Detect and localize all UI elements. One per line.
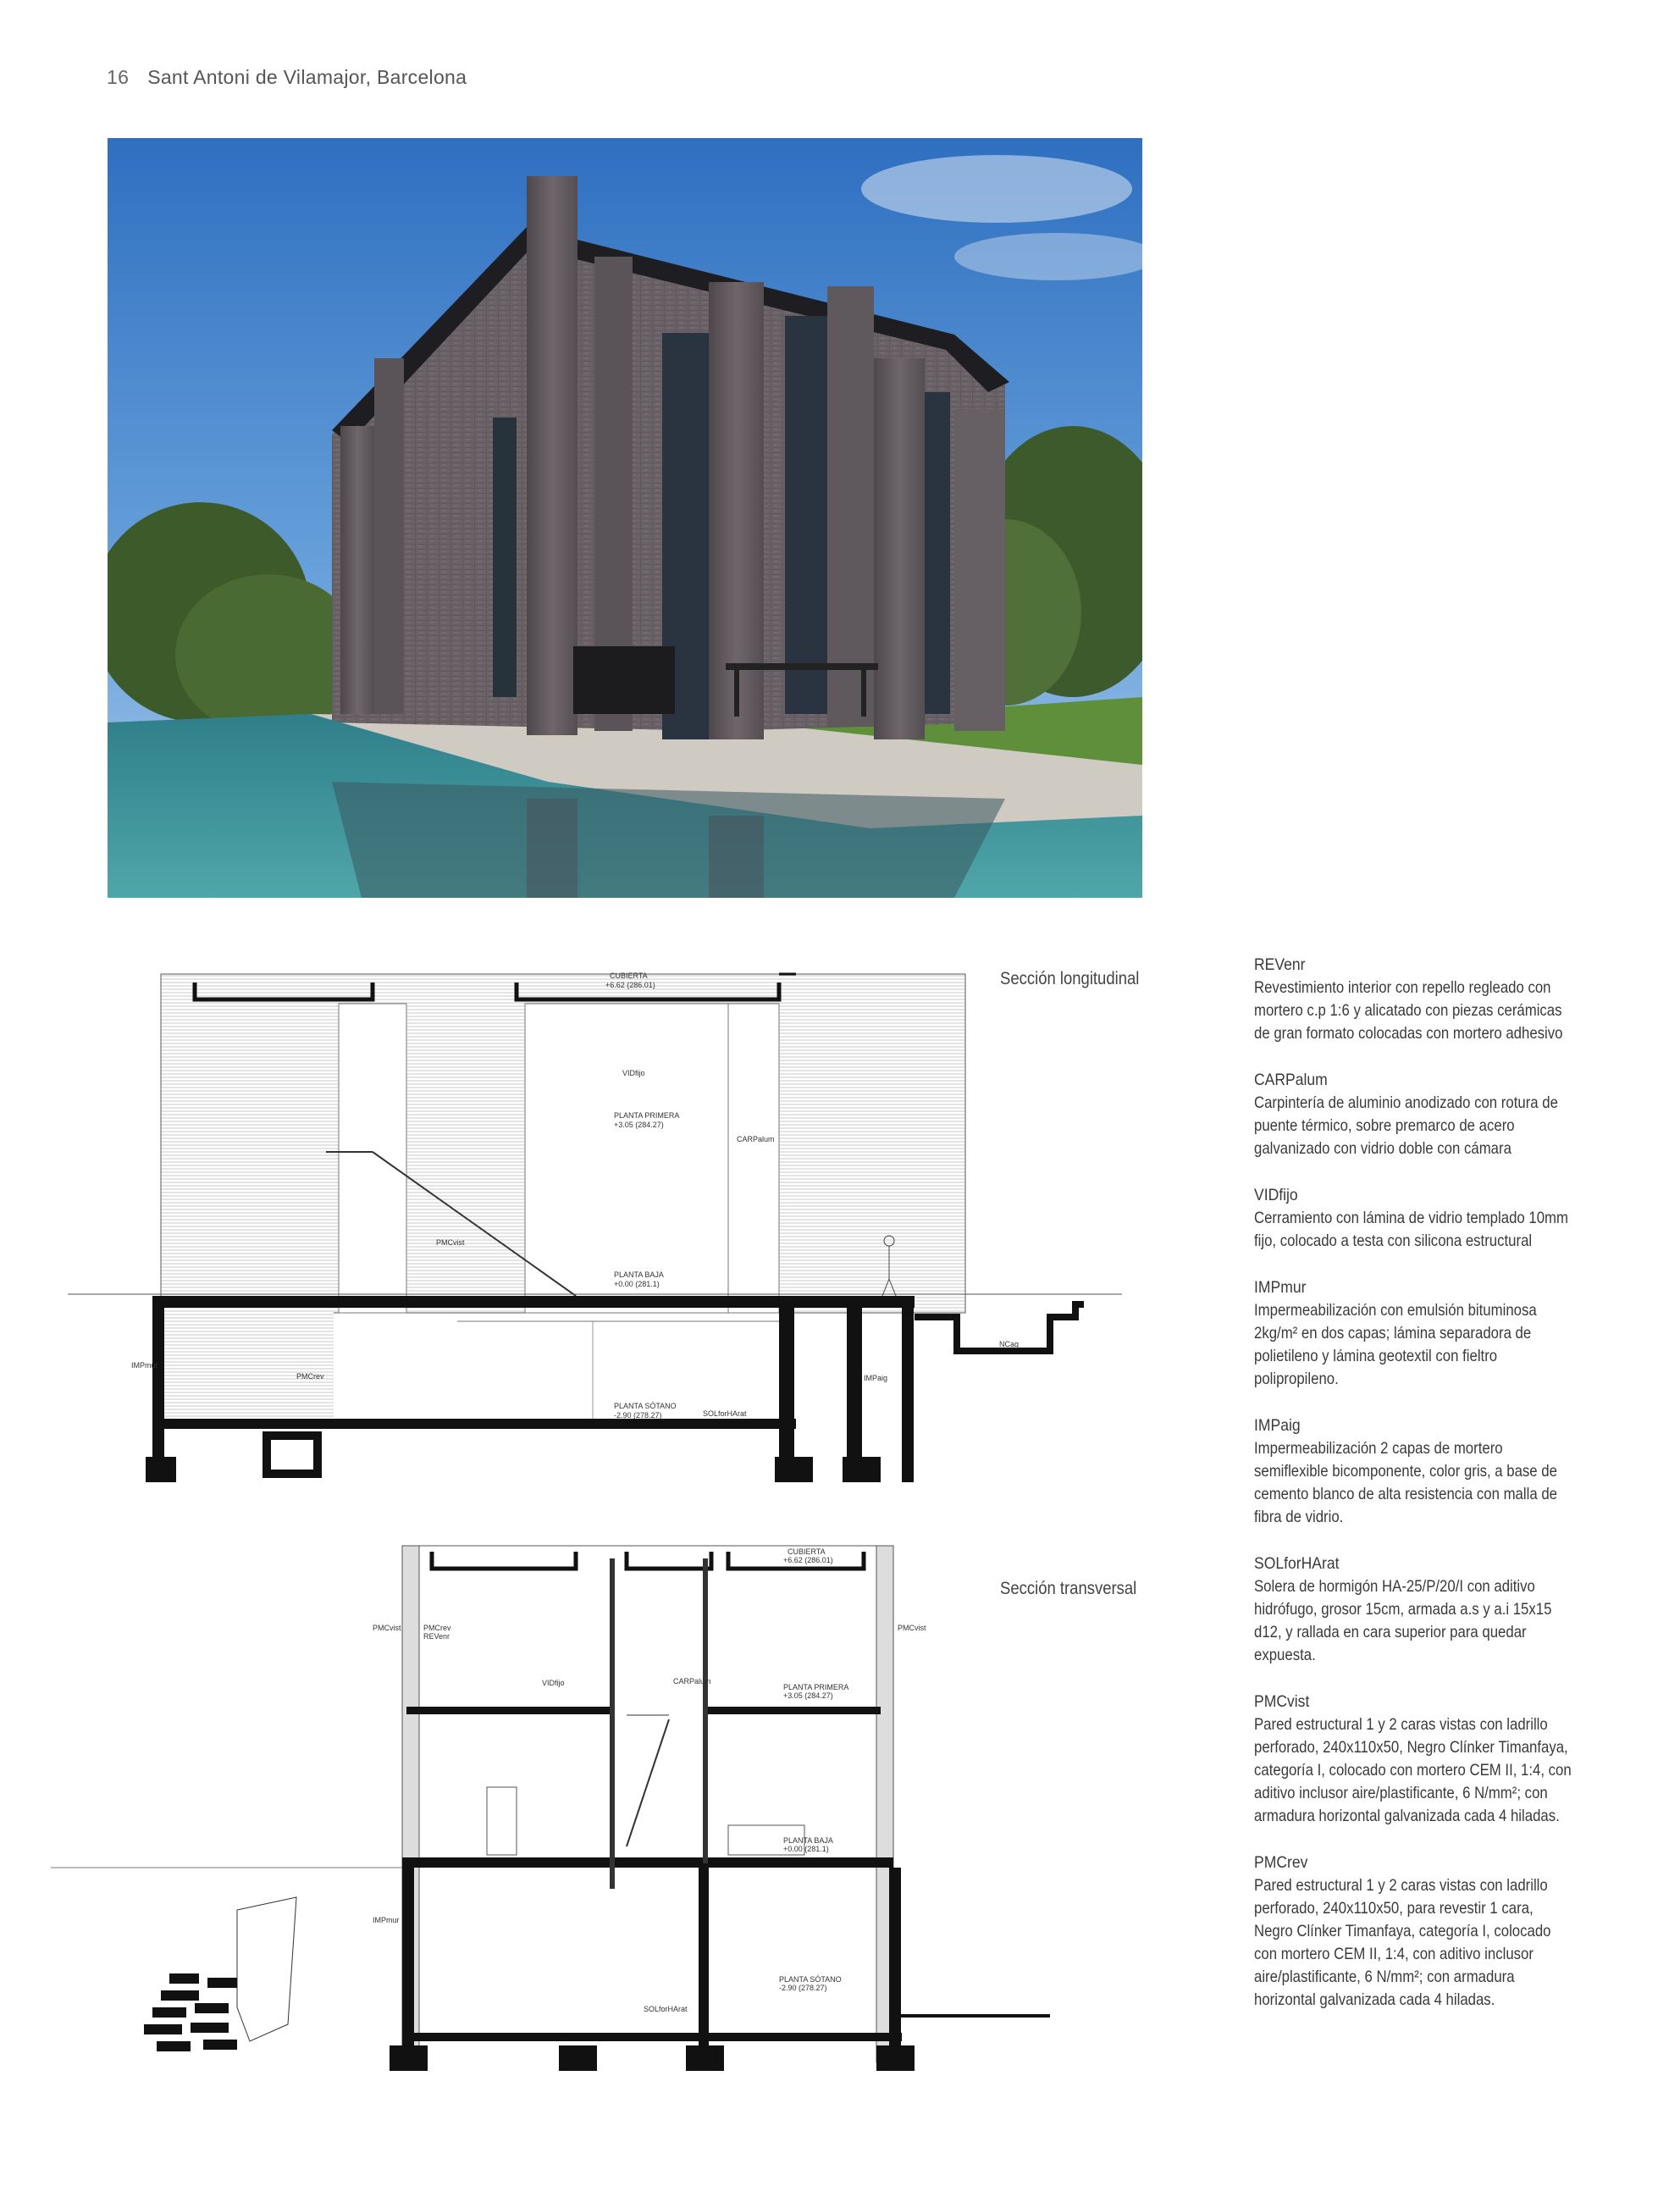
spec-description: Revestimiento interior con repello regleado con mortero c.p 1:6 y alicatado con piezas cerámicas de gran formato colocadas con mortero adhesivo (1254, 978, 1563, 1043)
page-number: 16 (107, 66, 130, 88)
house-photo (108, 138, 1142, 898)
spec-code: IMPmur (1254, 1278, 1307, 1297)
transversal-ground-floor-label: PLANTA BAJA (783, 1836, 833, 1845)
transversal-ground-level: +0.00 (281.1) (783, 1845, 829, 1853)
site-plan-icon (144, 1897, 296, 2051)
longitudinal-ground-floor-label: PLANTA BAJA (614, 1270, 664, 1279)
spec-item (1254, 1069, 1567, 1160)
house-exterior-with-pool-icon (108, 138, 1142, 898)
spec-item (1254, 954, 1567, 1045)
spec-code: PMCvist (1254, 1692, 1310, 1711)
spec-item (1254, 1414, 1567, 1529)
spec-item (1254, 1691, 1572, 1828)
transversal-pmcrev-label: PMCrev (423, 1624, 451, 1632)
transversal-roof-level: +6.62 (286.01) (783, 1556, 833, 1564)
spec-code: SOLforHArat (1254, 1554, 1340, 1573)
longitudinal-pmcvist-label: PMCvist (436, 1238, 465, 1247)
spec-description: Carpintería de aluminio anodizado con rotura de puente térmico, sobre premarco de acero galvanizado con vidrio doble con cámara (1254, 1093, 1558, 1158)
page-header (107, 66, 467, 89)
spec-description: Impermeabilización 2 capas de mortero semiflexible bicomponente, color gris, a base de cemento blanco de alta resistencia con malla de fibra de vidrio. (1254, 1439, 1557, 1526)
transversal-revenr-label: REVenr (423, 1632, 450, 1641)
longitudinal-ncag-label: NCag (999, 1340, 1020, 1348)
longitudinal-first-floor-label: PLANTA PRIMERA (614, 1111, 680, 1120)
spec-description: Solera de hormigón HA-25/P/20/I con aditivo hidrófugo, grosor 15cm, armada a.s y a.i 15x15 d12, y rallada en cara superior para quedar expuesta. (1254, 1577, 1552, 1664)
transversal-pmcvist-label-right: PMCvist (898, 1624, 926, 1632)
specifications-list (1254, 954, 1572, 2035)
longitudinal-vidfijo-label: VIDfijo (622, 1069, 645, 1077)
transversal-solforharat-label: SOLforHArat (644, 2005, 688, 2013)
spec-description: Impermeabilización con emulsión bituminosa 2kg/m² en dos capas; lámina separadora de polietileno y lámina geotextil con fieltro polipropileno. (1254, 1301, 1537, 1388)
spec-code: VIDfijo (1254, 1186, 1298, 1204)
transversal-basement-level: -2.90 (278.27) (779, 1984, 827, 1992)
spec-description: Pared estructural 1 y 2 caras vistas con ladrillo perforado, 240x110x50, para revestir 1 cara, Negro Clínker Timanfaya, categoría I, colocado con mortero CEM II, 1:4, con aditivo inclusor aire/plastificante, 6 N/mm²; con armadura horizontal galvanizada cada 4 hiladas. (1254, 1876, 1551, 2009)
transversal-impmur-label: IMPmur (373, 1916, 400, 1924)
transversal-section-icon (51, 1533, 1143, 2075)
transversal-carpalum-label: CARPalum (673, 1677, 711, 1686)
longitudinal-roof-label: CUBIERTA (610, 971, 648, 980)
caption-longitudinal: Sección longitudinal (1000, 969, 1140, 988)
spec-code: CARPalum (1254, 1071, 1328, 1089)
spec-item (1254, 1276, 1567, 1391)
spec-item (1254, 1852, 1567, 2012)
transversal-roof-label: CUBIERTA (788, 1547, 826, 1556)
spec-code: PMCrev (1254, 1853, 1308, 1872)
longitudinal-ground-level: +0.00 (281.1) (614, 1280, 660, 1288)
spec-item (1254, 1184, 1567, 1253)
longitudinal-impmur-label: IMPmur (131, 1361, 158, 1370)
transversal-vidfijo-label: VIDfijo (542, 1679, 565, 1687)
caption-transversal: Sección transversal (1000, 1579, 1137, 1598)
longitudinal-basement-label: PLANTA SÓTANO (614, 1402, 677, 1410)
transversal-pmcvist-label-left: PMCvist (373, 1624, 401, 1632)
longitudinal-first-level: +3.05 (284.27) (614, 1121, 664, 1129)
longitudinal-carpalum-label: CARPalum (737, 1135, 775, 1143)
longitudinal-solforharat-label: SOLforHArat (703, 1409, 747, 1418)
longitudinal-section-icon (51, 957, 1143, 1482)
longitudinal-roof-level: +6.62 (286.01) (605, 981, 655, 989)
spec-code: IMPaig (1254, 1416, 1301, 1435)
spec-description: Cerramiento con lámina de vidrio templado 10mm fijo, colocado a testa con silicona estructural (1254, 1209, 1568, 1250)
transversal-first-floor-label: PLANTA PRIMERA (783, 1683, 849, 1691)
spec-description: Pared estructural 1 y 2 caras vistas con ladrillo perforado, 240x110x50, Negro Clínker Timanfaya, categoría I, colocado con mortero CEM II, 1:4, con aditivo inclusor aire/plastificante, 6 N/mm²; con armadura horizontal galvanizada cada 4 hiladas. (1254, 1715, 1572, 1825)
spec-item (1254, 1553, 1567, 1667)
transversal-first-level: +3.05 (284.27) (783, 1691, 833, 1700)
longitudinal-impaig-label: IMPaig (864, 1374, 888, 1382)
longitudinal-pmcrev-label: PMCrev (296, 1372, 324, 1381)
page-location: Sant Antoni de Vilamajor, Barcelona (147, 66, 467, 88)
transversal-section-drawing (51, 1533, 1143, 2079)
spec-code: REVenr (1254, 955, 1306, 974)
transversal-basement-label: PLANTA SÓTANO (779, 1975, 842, 1984)
longitudinal-section-drawing (51, 957, 1143, 1486)
longitudinal-basement-level: -2.90 (278.27) (614, 1411, 662, 1420)
